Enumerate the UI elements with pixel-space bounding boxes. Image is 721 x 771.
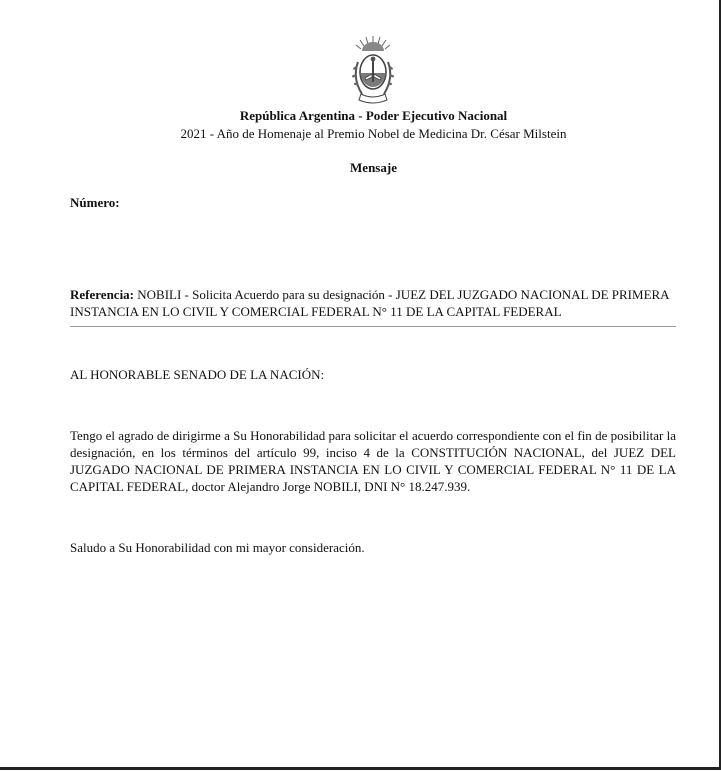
body-paragraph: Tengo el agrado de dirigirme a Su Honorabilidad para solicitar el acuerdo correspondiente con el fin de posibilitar la designación, en los términos del artículo 99, inciso 4 de la CONSTITUCIÓN NACIONAL, del JUEZ DEL JUZGADO NACIONAL DE PRIMERA INSTANCIA EN LO CIVIL Y COMERCIAL FEDERAL N° 11 DE LA CAPITAL FEDERAL, doctor Alejandro Jorge NOBILI, DNI N° 18.247.939. [70,428,676,494]
document-type-label: Mensaje [350,160,397,175]
numero-label: Número: [70,195,120,210]
salutation: AL HONORABLE SENADO DE LA NACIÓN: [70,367,325,382]
section-divider [70,326,676,327]
reference-label: Referencia: [70,287,138,302]
reference-block [70,286,676,320]
document-header-subtitle: 2021 - Año de Homenaje al Premio Nobel de Medicina Dr. César Milstein [180,126,567,141]
coat-of-arms-icon [348,34,398,108]
closing-line: Saludo a Su Honorabilidad con mi mayor consideración. [70,540,365,555]
document-header-title: República Argentina - Poder Ejecutivo Nacional [239,108,508,123]
reference-text: NOBILI - Solicita Acuerdo para su designación - JUEZ DEL JUZGADO NACIONAL DE PRIMERA INSTANCIA EN LO CIVIL Y COMERCIAL FEDERAL N° 11 DE LA CAPITAL FEDERAL [70,287,669,319]
